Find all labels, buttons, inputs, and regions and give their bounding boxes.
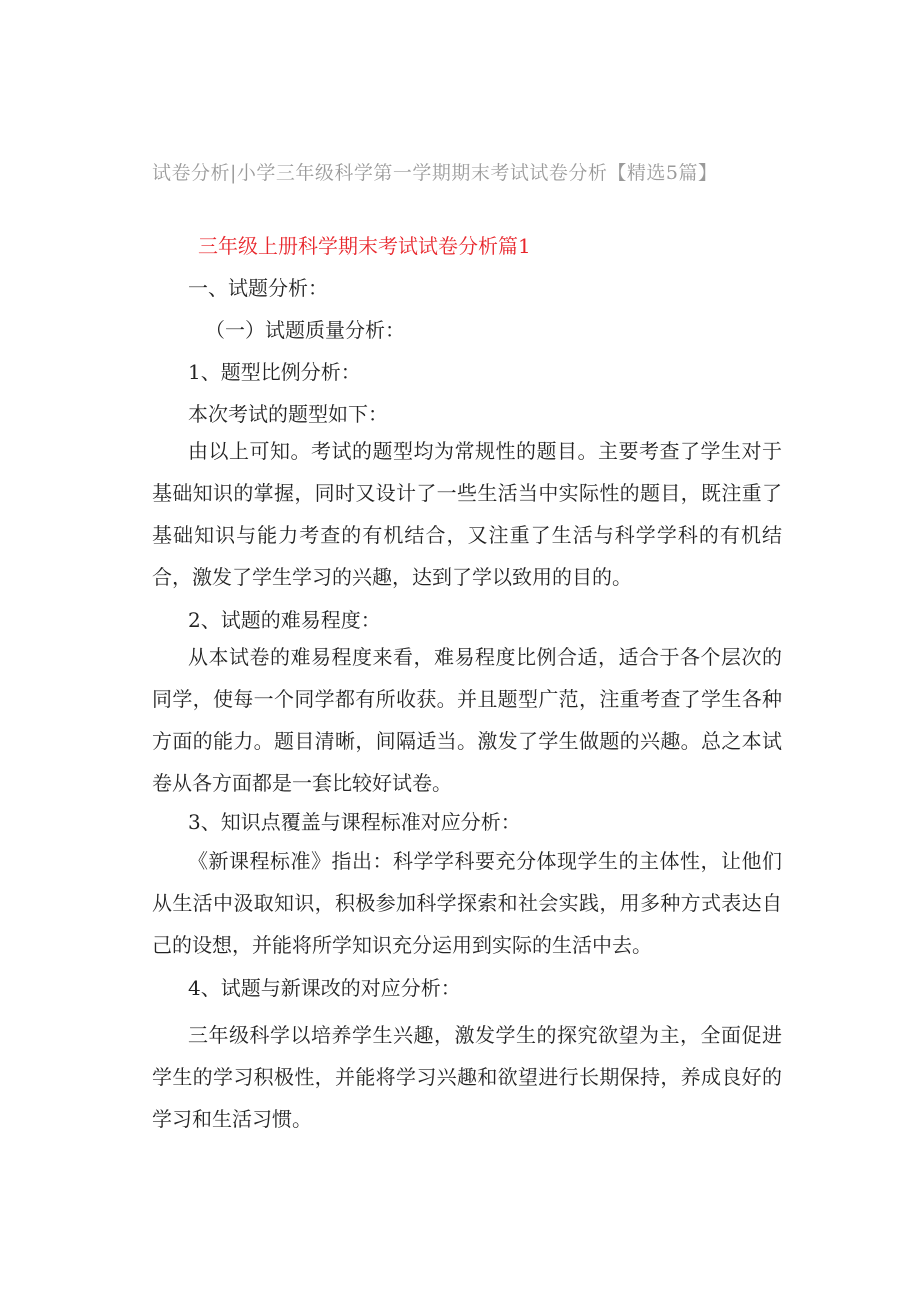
item-difficulty: 2、试题的难易程度：	[188, 608, 381, 632]
item-curriculum-reform: 4、试题与新课改的对应分析：	[188, 976, 461, 1000]
item-question-type-ratio: 1、题型比例分析：	[188, 360, 361, 384]
section-title: 三年级上册科学期末考试试卷分析篇1	[198, 234, 531, 258]
item-question-type-intro: 本次考试的题型如下：	[188, 402, 388, 426]
paragraph-difficulty: 从本试卷的难易程度来看，难易程度比例合适，适合于各个层次的同学，使每一个同学都有所收获。并且题型广范，注重考查了学生各种方面的能力。题目清晰，间隔适当。激发了学生做题的兴趣。总之本试卷从各方面都是一套比较好试卷。	[152, 645, 782, 795]
paragraph-curriculum-coverage: 《新课程标准》指出：科学学科要充分体现学生的主体性，让他们从生活中汲取知识，积极参加科学探索和社会实践，用多种方式表达自己的设想，并能将所学知识充分运用到实际的生活中去。	[152, 849, 782, 957]
item-curriculum-coverage: 3、知识点覆盖与课程标准对应分析：	[188, 810, 521, 834]
document-title: 试卷分析|小学三年级科学第一学期期末考试试卷分析【精选5篇】	[152, 162, 718, 184]
heading-quality-analysis: （一）试题质量分析：	[205, 318, 405, 342]
paragraph-curriculum-reform: 三年级科学以培养学生兴趣，激发学生的探究欲望为主，全面促进学生的学习积极性，并能将学习兴趣和欲望进行长期保持，养成良好的学习和生活习惯。	[152, 1023, 782, 1131]
heading-test-analysis: 一、试题分析：	[188, 276, 328, 300]
paragraph-question-types: 由以上可知。考试的题型均为常规性的题目。主要考查了学生对于基础知识的掌握，同时又设计了一些生活当中实际性的题目，既注重了基础知识与能力考查的有机结合，又注重了生活与科学学科的有机结合，激发了学生学习的兴趣，达到了学以致用的目的。	[152, 439, 782, 589]
